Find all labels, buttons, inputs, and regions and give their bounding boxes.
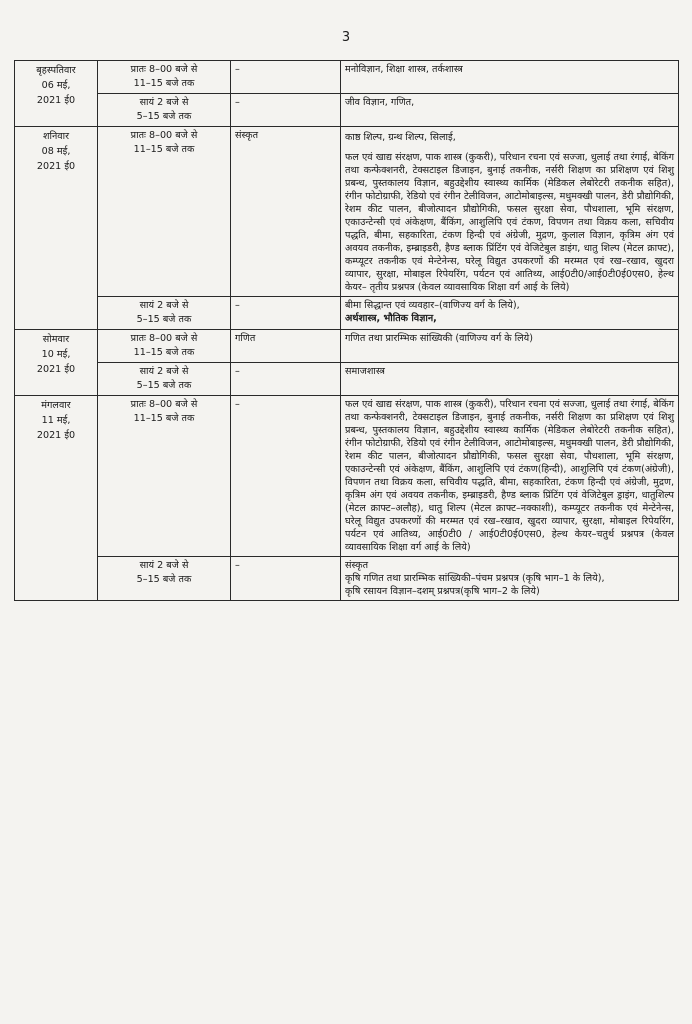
table-row (15, 363, 679, 396)
paper-cell: काष्ठ शिल्प, ग्रन्थ शिल्प, सिलाई, फल एवं खाद्य संरक्षण, पाक शास्त्र (कुकरी), परिधान रचना एवं सज्जा, धुलाई तथा रंगाई, बेकिंग तथा कन्फेक्शनरी, टेक्सटाइल डिजाइन, बुनाई तकनीक, नर्सरी शिक्षण का प्रशिक्षण एवं शिशु प्रबन्ध, पुस्तकालय विज्ञान, बहुउद्देशीय स्वास्थ्य कार्मिक (मेडिकल लेबोरेटरी तकनीक सहित), रंगीन फोटोग्राफी, रेडियो एवं रंगीन टेलीविजन, आटोमोबाइल्स, मधुमक्खी पालन, डेरी प्रौद्योगिकी, रेशम कीट पालन, बीजोत्पादन प्रौद्योगिकी, फसल सुरक्षा सेवा, पौधशाला, भूमि संरक्षण, एकाउन्टेन्सी एवं अंकेक्षण, बैंकिंग, आशुलिपि एवं टंकण, विपणन तथा विक्रय कला, सचिवीय पद्धति, बीमा, सहकारिता, टंकण हिन्दी एवं अंग्रेजी, मुद्रण, कुलाल विज्ञान, कृत्रिम अंग एवं अवयव तकनीक, इम्ब्राइडरी, हैण्ड ब्लाक प्रिंटिंग एवं वेजिटेबुल डाइंग, धातु शिल्प (मेटल क्राफ्ट), कम्प्यूटर तकनीक एवं मेन्टेनेन्स, घरेलू विद्युत उपकरणों की मरम्मत एवं रख–रखाव, खुदरा व्यापार, सुरक्षा, मोबाइल रिपेयरिंग, पर्यटन एवं आतिथ्य, आई0टी0/आई0टी0ई0एस0, हेल्थ केयर– तृतीय प्रश्नपत्र (केवल व्यावसायिक शिक्षा वर्ग आई के लिये) (341, 127, 679, 297)
subject-cell: – (231, 61, 341, 94)
table-row (15, 94, 679, 127)
paper-cell: जीव विज्ञान, गणित, (341, 94, 679, 127)
subject-cell: – (231, 396, 341, 557)
subject-cell: – (231, 297, 341, 330)
paper-cell: गणित तथा प्रारम्भिक सांख्यिकी (वाणिज्य वर्ग के लिये) (341, 330, 679, 363)
time-cell: सायं 2 बजे से 5–15 बजे तक (98, 297, 231, 330)
day-cell: शनिवार 08 मई, 2021 ई0 (15, 127, 98, 330)
exam-schedule-table (14, 60, 679, 601)
subject-cell: – (231, 557, 341, 601)
paper-cell: संस्कृत कृषि गणित तथा प्रारम्भिक सांख्यिकी–पंचम प्रश्नपत्र (कृषि भाग–1 के लिये), कृषि रसायन विज्ञान–दशम् प्रश्नपत्र(कृषि भाग–2 के लिये) (341, 557, 679, 601)
subject-cell: – (231, 94, 341, 127)
time-cell: प्रातः 8–00 बजे से 11–15 बजे तक (98, 330, 231, 363)
paper-cell: मनोविज्ञान, शिक्षा शास्त्र, तर्कशास्त्र (341, 61, 679, 94)
paper-cell: फल एवं खाद्य संरक्षण, पाक शास्त्र (कुकरी), परिधान रचना एवं सज्जा, धुलाई तथा रंगाई, बेकिंग तथा कन्फेक्शनरी, टेक्सटाइल डिजाइन, बुनाई तकनीक, नर्सरी शिक्षण का प्रशिक्षण एवं शिशु प्रबन्ध, पुस्तकालय विज्ञान, बहुउद्देशीय स्वास्थ्य कार्मिक (मेडिकल लेबोरेटरी तकनीक सहित), रंगीन फोटोग्राफी, रेडियो एवं रंगीन टेलीविजन, आटोमोबाइल्स, मधुमक्खी पालन, डेरी प्रौद्योगिकी, रेशम कीट पालन, बीजोत्पादन प्रौद्योगिकी, फसल सुरक्षा सेवा, पौधशाला, भूमि संरक्षण, एकाउन्टेन्सी एवं अंकेक्षण, बैंकिंग, आशुलिपि एवं टंकण(हिन्दी), आशुलिपि एवं टंकण(अंग्रेजी), विपणन तथा विक्रय कला, सचिवीय पद्धति, बीमा, सहकारिता, टंकण हिन्दी एवं अंग्रेजी, मुद्रण, कृत्रिम अंग एवं अवयव तकनीक, इम्ब्राइडरी, हैण्ड ब्लाक प्रिंटिंग एवं वेजिटेबुल ड्राइंग, धातुशिल्प (मेटल क्राफ्ट–अलौह), धातु शिल्प (मेटल क्राफ्ट–नक्काशी), कम्प्यूटर तकनीक एवं मेन्टेनेन्स, घरेलू विद्युत उपकरणों की मरम्मत एवं रख–रखाव, खुदरा व्यापार, सुरक्षा, मोबाइल रिपेयरिंग, पर्यटन एवं आतिथ्य, आई0टी0 / आई0टी0ई0एस0, हेल्थ केयर–चतुर्थ प्रश्नपत्र (केवल व्यावसायिक शिक्षा वर्ग आई के लिये) (341, 396, 679, 557)
time-cell: सायं 2 बजे से 5–15 बजे तक (98, 363, 231, 396)
time-cell: सायं 2 बजे से 5–15 बजे तक (98, 557, 231, 601)
table-row (15, 330, 679, 363)
time-cell: सायं 2 बजे से 5–15 बजे तक (98, 94, 231, 127)
table-row (15, 396, 679, 557)
paper-cell: समाजशास्त्र (341, 363, 679, 396)
paper-cell: बीमा सिद्धान्त एवं व्यवहार–(वाणिज्य वर्ग के लिये), अर्थशास्त्र, भौतिक विज्ञान, (341, 297, 679, 330)
subject-cell: गणित (231, 330, 341, 363)
page-number: 3 (341, 30, 351, 45)
day-cell: मंगलवार 11 मई, 2021 ई0 (15, 396, 98, 601)
table-row (15, 557, 679, 601)
time-cell: प्रातः 8–00 बजे से 11–15 बजे तक (98, 127, 231, 297)
table-row (15, 61, 679, 94)
subject-cell: संस्कृत (231, 127, 341, 297)
time-cell: प्रातः 8–00 बजे से 11–15 बजे तक (98, 396, 231, 557)
subject-cell: – (231, 363, 341, 396)
table-row (15, 127, 679, 297)
time-cell: प्रातः 8–00 बजे से 11–15 बजे तक (98, 61, 231, 94)
table-row (15, 297, 679, 330)
day-cell: बृहस्पतिवार 06 मई, 2021 ई0 (15, 61, 98, 127)
day-cell: सोमवार 10 मई, 2021 ई0 (15, 330, 98, 396)
